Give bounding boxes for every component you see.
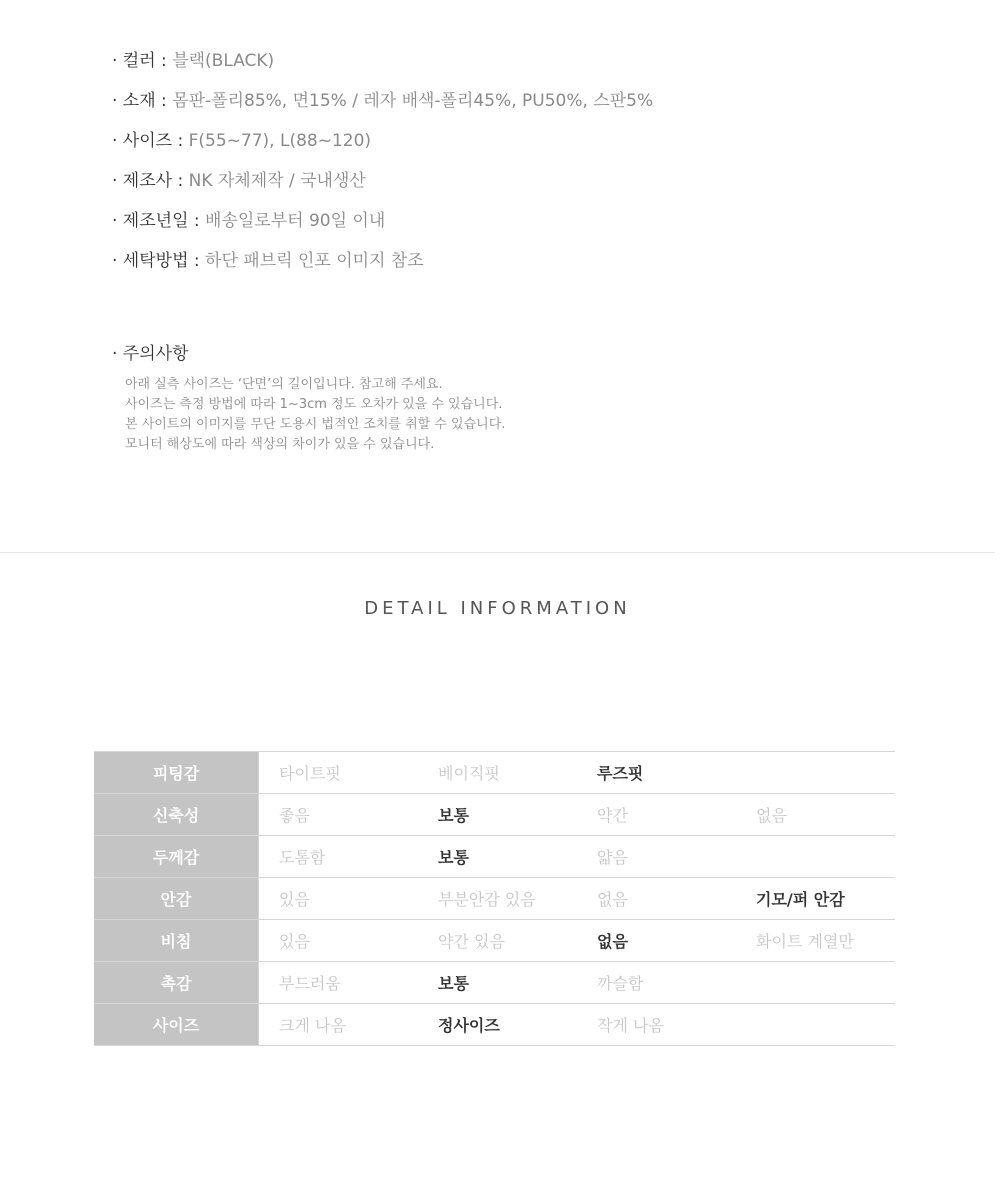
fit-row-label: 촉감 <box>94 962 259 1003</box>
product-spec-list <box>112 48 653 288</box>
spec-value: 몸판-폴리85%, 면15% / 레자 배색-폴리45%, PU50%, 스판5% <box>172 91 654 111</box>
spec-value: 하단 패브릭 인포 이미지 참조 <box>205 251 424 271</box>
spec-value: 배송일로부터 90일 이내 <box>205 211 386 231</box>
caution-note: 모니터 해상도에 따라 색상의 차이가 있을 수 있습니다. <box>125 437 435 452</box>
fit-row-fitting <box>94 752 895 794</box>
spec-value: F(55~77), L(88~120) <box>188 131 372 151</box>
spec-label: · 제조년일 : <box>112 211 206 231</box>
fit-option: 부분안감 있음 <box>438 890 536 909</box>
spec-manufacturer <box>112 168 653 208</box>
caution-note: 본 사이트의 이미지를 무단 도용시 법적인 조치를 취할 수 있습니다. <box>125 417 506 432</box>
fit-option <box>736 836 895 877</box>
fit-row-label: 신축성 <box>94 794 259 835</box>
fit-option: 베이직핏 <box>438 764 500 783</box>
caution-note: 사이즈는 측정 방법에 따라 1~3cm 정도 오차가 있을 수 있습니다. <box>125 397 503 412</box>
fit-option: 타이트핏 <box>279 764 341 783</box>
caution-section <box>112 341 505 455</box>
fit-option-selected: 루즈핏 <box>597 764 644 783</box>
fit-option: 좋음 <box>279 806 310 825</box>
spec-label: · 사이즈 : <box>112 131 189 151</box>
fit-row-label: 사이즈 <box>94 1004 259 1045</box>
fit-option <box>736 1004 895 1045</box>
spec-manufacture-date <box>112 208 653 248</box>
fit-option: 부드러움 <box>279 974 341 993</box>
fit-option: 약간 <box>597 806 628 825</box>
detail-information-title: DETAIL INFORMATION <box>364 598 631 619</box>
fit-row-texture <box>94 962 895 1004</box>
fit-option-selected: 보통 <box>438 806 469 825</box>
section-divider <box>0 552 995 553</box>
caution-note: 아래 실측 사이즈는 ‘단면’의 길이입니다. 참고해 주세요. <box>125 377 443 392</box>
spec-label: · 제조사 : <box>112 171 189 191</box>
fit-option: 화이트 계열만 <box>756 932 854 951</box>
fit-row-sheerness <box>94 920 895 962</box>
fit-option: 얇음 <box>597 848 628 867</box>
spec-size <box>112 128 653 168</box>
fit-info-table <box>94 751 895 1046</box>
fit-option-selected: 보통 <box>438 848 469 867</box>
fit-row-thickness <box>94 836 895 878</box>
fit-option: 있음 <box>279 890 310 909</box>
fit-option <box>736 752 895 793</box>
fit-option <box>736 962 895 1003</box>
fit-option: 없음 <box>597 890 628 909</box>
fit-option: 도톰함 <box>279 848 326 867</box>
spec-label: · 소재 : <box>112 91 173 111</box>
fit-option: 작게 나옴 <box>597 1016 664 1035</box>
spec-label: · 컬러 : <box>112 51 173 71</box>
fit-option: 크게 나옴 <box>279 1016 346 1035</box>
fit-row-label: 안감 <box>94 878 259 919</box>
fit-option-selected: 정사이즈 <box>438 1016 500 1035</box>
spec-washing <box>112 248 653 288</box>
fit-option: 없음 <box>756 806 787 825</box>
fit-row-label: 두께감 <box>94 836 259 877</box>
fit-option: 까슬함 <box>597 974 644 993</box>
spec-color <box>112 48 653 88</box>
caution-notes <box>112 375 505 455</box>
fit-row-lining <box>94 878 895 920</box>
fit-option: 약간 있음 <box>438 932 505 951</box>
spec-material <box>112 88 653 128</box>
spec-value: NK 자체제작 / 국내생산 <box>188 171 366 191</box>
fit-option-selected: 없음 <box>597 932 628 951</box>
fit-row-sizing <box>94 1004 895 1046</box>
fit-option-selected: 보통 <box>438 974 469 993</box>
fit-option: 있음 <box>279 932 310 951</box>
fit-option-selected: 기모/퍼 안감 <box>756 890 845 909</box>
fit-row-label: 피팅감 <box>94 752 259 793</box>
spec-value: 블랙(BLACK) <box>172 51 275 71</box>
fit-row-elasticity <box>94 794 895 836</box>
spec-label: · 세탁방법 : <box>112 251 206 271</box>
fit-row-label: 비침 <box>94 920 259 961</box>
caution-title: · 주의사항 <box>112 344 189 364</box>
